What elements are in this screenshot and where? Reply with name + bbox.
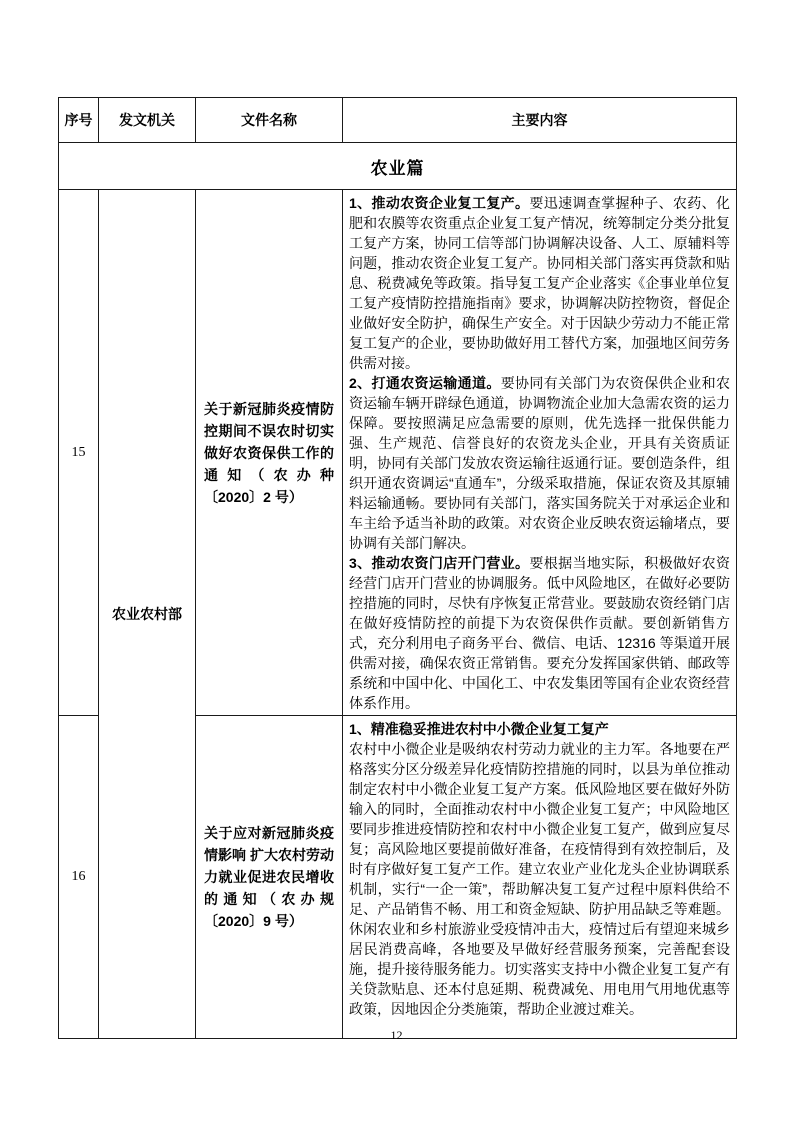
table-row [59, 190, 737, 716]
paragraph-lead: 3、推动农资门店开门营业。 [349, 555, 530, 571]
row-serial-number: 16 [59, 716, 99, 1039]
section-title-agriculture: 农业篇 [59, 143, 737, 190]
col-header-document-name: 文件名称 [196, 98, 343, 143]
paragraph-body: 要迅速调查掌握种子、农药、化肥和农膜等农资重点企业复工复产情况，统筹制定分类分批复工复产方案，协同工信等部门协调解决设备、人工、原辅料等问题，推动农资企业复工复产。协同相关部门落实再贷款和贴息、税费减免等政策。指导复工复产企业落实《企事业单位复工复产疫情防控措施指南》要求，协调解决防控物资，督促企业做好安全防护，确保生产安全。对于因缺少劳动力不能正常复工复产的企业，要协助做好用工替代方案，加强地区间劳务供需对接。 [349, 195, 730, 371]
paragraph-lead: 1、推动农资企业复工复产。 [349, 195, 530, 211]
content-paragraph [349, 373, 730, 553]
content-paragraph [349, 719, 730, 1019]
document-main-content [343, 190, 737, 716]
document-main-content [343, 716, 737, 1039]
document-title: 关于应对新冠肺炎疫情影响 扩大农村劳动力就业促进农民增收的通知（农办规〔2020〕9 号） [196, 716, 343, 1039]
row-serial-number: 15 [59, 190, 99, 716]
paragraph-lead: 2、打通农资运输通道。 [349, 375, 501, 391]
col-header-issuing-agency: 发文机关 [99, 98, 196, 143]
col-header-main-content: 主要内容 [343, 98, 737, 143]
paragraph-body: 要协同有关部门为农资保供企业和农资运输车辆开辟绿色通道，协调物流企业加大急需农资的运力保障。要按照满足应急需要的原则，优先选择一批保供能力强、生产规范、信誉良好的农资龙头企业，开具有关资质证明，协同有关部门发放农资运输往返通行证。要创造条件，组织开通农资调运“直通车”，分级采取措施，保证农资及其原辅料运输通畅。要协同有关部门，落实国务院关于对承运企业和车主给予适当补助的政策。对农资企业反映农资运输堵点，要协调有关部门解决。 [349, 375, 730, 551]
document-title: 关于新冠肺炎疫情防控期间不误农时切实做好农资保供工作的通知（农办种〔2020〕2 号） [196, 190, 343, 716]
paragraph-body: 要根据当地实际，积极做好农资经营门店开门营业的协调服务。低中风险地区，在做好必要防控措施的同时，尽快有序恢复正常营业。要鼓励农资经销门店在做好疫情防控的前提下为农资保供作贡献。要创新销售方式，充分利用电子商务平台、微信、电话、12316 等渠道开展供需对接，确保农资正常销售。要充分发挥国家供销、邮政等系统和中国中化、中国化工、中农发集团等国有企业农资经营体系作用。 [349, 555, 730, 711]
table-header-row [59, 98, 737, 143]
policy-document-table [58, 97, 737, 1039]
issuing-agency: 农业农村部 [99, 190, 196, 1039]
content-paragraph [349, 553, 730, 713]
col-header-serial-no: 序号 [59, 98, 99, 143]
content-paragraph [349, 193, 730, 373]
section-header-row [59, 143, 737, 190]
paragraph-lead: 1、精准稳妥推进农村中小微企业复工复产 [349, 721, 609, 737]
paragraph-body: 农村中小微企业是吸纳农村劳动力就业的主力军。各地要在严格落实分区分级差异化疫情防控措施的同时，以县为单位推动制定农村中小微企业复工复产方案。低风险地区要在做好外防输入的同时，全面推动农村中小微企业复工复产；中风险地区要同步推进疫情防控和农村中小微企业复工复产，做到应复尽复；高风险地区要提前做好准备，在疫情得到有效控制后，及时有序做好复工复产工作。建立农业产业化龙头企业协调联系机制，实行“一企一策”，帮助解决复工复产过程中原料供给不足、产品销售不畅、用工和资金短缺、防护用品缺乏等难题。休闲农业和乡村旅游业受疫情冲击大，疫情过后有望迎来城乡居民消费高峰，各地要及早做好经营服务预案，完善配套设施，提升接待服务能力。切实落实支持中小微企业复工复产有关贷款贴息、还本付息延期、税费减免、用电用气用地优惠等政策，因地因企分类施策，帮助企业渡过难关。 [349, 741, 730, 1017]
page-number: 12 [390, 1028, 403, 1042]
